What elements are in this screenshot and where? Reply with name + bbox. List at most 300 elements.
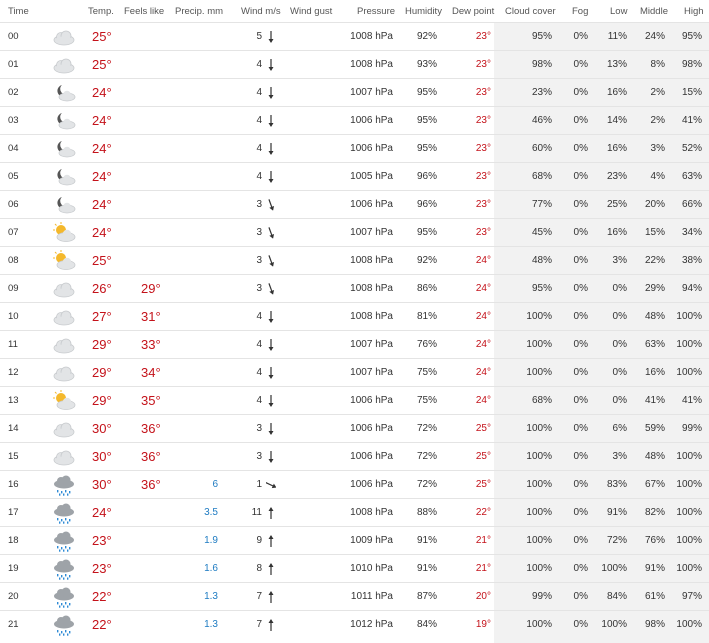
wind-speed: 4 xyxy=(256,395,262,406)
dew-point: 24° xyxy=(475,311,491,322)
header-precip: Precip. mm xyxy=(175,6,224,17)
moon-cloud-icon xyxy=(52,138,76,160)
humidity: 96% xyxy=(416,171,437,182)
row-time: 20 xyxy=(8,591,19,602)
precipitation: 1.3 xyxy=(204,619,218,630)
high-clouds: 66% xyxy=(681,199,702,210)
wind-direction-arrow-icon xyxy=(266,198,276,212)
middle-clouds: 76% xyxy=(644,535,665,546)
moon-cloud-icon xyxy=(52,194,76,216)
wind-speed: 8 xyxy=(256,563,262,574)
cloud-icon xyxy=(52,446,76,468)
feels-like: 31° xyxy=(141,309,161,324)
low-clouds: 3% xyxy=(612,451,627,462)
wind-speed: 9 xyxy=(256,535,262,546)
pressure: 1008 hPa xyxy=(350,255,393,266)
pressure: 1006 hPa xyxy=(350,143,393,154)
wind-direction-arrow-icon xyxy=(266,618,276,632)
wind-direction-arrow-icon xyxy=(266,366,276,380)
temperature: 24° xyxy=(92,505,112,520)
temperature: 27° xyxy=(92,309,112,324)
row-time: 01 xyxy=(8,59,19,70)
middle-clouds: 61% xyxy=(644,591,665,602)
humidity: 72% xyxy=(416,423,437,434)
fog: 0% xyxy=(573,283,588,294)
middle-clouds: 48% xyxy=(644,451,665,462)
dew-point: 24° xyxy=(475,283,491,294)
middle-clouds: 24% xyxy=(644,31,665,42)
low-clouds: 0% xyxy=(612,283,627,294)
table-row xyxy=(0,386,709,414)
temperature: 25° xyxy=(92,29,112,44)
cloud-cover: 98% xyxy=(531,59,552,70)
dew-point: 22° xyxy=(475,507,491,518)
table-row xyxy=(0,302,709,330)
cloud-icon xyxy=(52,362,76,384)
feels-like: 36° xyxy=(141,421,161,436)
wind-direction-arrow-icon xyxy=(266,422,276,436)
cloud-cover: 46% xyxy=(531,115,552,126)
row-time: 10 xyxy=(8,311,19,322)
row-time: 02 xyxy=(8,87,19,98)
wind-speed: 4 xyxy=(256,59,262,70)
cloud-cover: 100% xyxy=(526,367,552,378)
humidity: 76% xyxy=(416,339,437,350)
dew-point: 25° xyxy=(475,451,491,462)
wind-direction-arrow-icon xyxy=(266,534,276,548)
cloud-icon xyxy=(52,334,76,356)
row-time: 12 xyxy=(8,367,19,378)
temperature: 24° xyxy=(92,113,112,128)
high-clouds: 100% xyxy=(676,563,702,574)
wind-speed: 4 xyxy=(256,311,262,322)
table-row xyxy=(0,106,709,134)
dew-point: 23° xyxy=(475,227,491,238)
temperature: 24° xyxy=(92,85,112,100)
cloud-cover: 48% xyxy=(531,255,552,266)
rain-icon xyxy=(52,586,76,608)
pressure: 1007 hPa xyxy=(350,87,393,98)
pressure: 1012 hPa xyxy=(350,619,393,630)
low-clouds: 3% xyxy=(612,255,627,266)
feels-like: 34° xyxy=(141,365,161,380)
fog: 0% xyxy=(573,339,588,350)
middle-clouds: 2% xyxy=(650,115,665,126)
header-wind-gust: Wind gust xyxy=(290,6,333,17)
pressure: 1009 hPa xyxy=(350,535,393,546)
wind-direction-arrow-icon xyxy=(266,310,276,324)
humidity: 95% xyxy=(416,115,437,126)
rain-icon xyxy=(52,614,76,636)
fog: 0% xyxy=(573,171,588,182)
pressure: 1006 hPa xyxy=(350,423,393,434)
wind-direction-arrow-icon xyxy=(266,30,276,44)
wind-direction-arrow-icon xyxy=(266,338,276,352)
table-header xyxy=(0,0,709,22)
low-clouds: 91% xyxy=(606,507,627,518)
cloud-cover: 68% xyxy=(531,171,552,182)
wind-speed: 4 xyxy=(256,171,262,182)
pressure: 1006 hPa xyxy=(350,395,393,406)
middle-clouds: 82% xyxy=(644,507,665,518)
middle-clouds: 22% xyxy=(644,255,665,266)
high-clouds: 99% xyxy=(681,423,702,434)
row-time: 14 xyxy=(8,423,19,434)
wind-direction-arrow-icon xyxy=(266,114,276,128)
fog: 0% xyxy=(573,199,588,210)
header-time: Time xyxy=(8,6,29,17)
precipitation: 1.3 xyxy=(204,591,218,602)
humidity: 95% xyxy=(416,143,437,154)
low-clouds: 0% xyxy=(612,311,627,322)
table-row xyxy=(0,554,709,582)
wind-direction-arrow-icon xyxy=(266,254,276,268)
moon-cloud-icon xyxy=(52,166,76,188)
dew-point: 23° xyxy=(475,87,491,98)
row-time: 13 xyxy=(8,395,19,406)
wind-speed: 4 xyxy=(256,87,262,98)
header-fog: Fog xyxy=(572,6,589,17)
rain-icon xyxy=(52,502,76,524)
rain-icon xyxy=(52,474,76,496)
cloud-icon xyxy=(52,418,76,440)
low-clouds: 0% xyxy=(612,395,627,406)
cloud-cover: 100% xyxy=(526,563,552,574)
middle-clouds: 16% xyxy=(644,367,665,378)
wind-speed: 7 xyxy=(256,591,262,602)
forecast-table-body xyxy=(0,22,709,638)
row-time: 17 xyxy=(8,507,19,518)
header-middle: Middle xyxy=(640,6,668,17)
header-feels-like: Feels like xyxy=(124,6,165,17)
temperature: 25° xyxy=(92,57,112,72)
temperature: 29° xyxy=(92,337,112,352)
humidity: 93% xyxy=(416,59,437,70)
wind-speed: 3 xyxy=(256,227,262,238)
wind-direction-arrow-icon xyxy=(266,86,276,100)
cloud-cover: 100% xyxy=(526,535,552,546)
fog: 0% xyxy=(573,619,588,630)
humidity: 96% xyxy=(416,199,437,210)
low-clouds: 100% xyxy=(601,563,627,574)
dew-point: 20° xyxy=(475,591,491,602)
cloud-icon xyxy=(52,306,76,328)
pressure: 1007 hPa xyxy=(350,227,393,238)
cloud-icon xyxy=(52,54,76,76)
temperature: 29° xyxy=(92,393,112,408)
wind-speed: 4 xyxy=(256,339,262,350)
table-row xyxy=(0,78,709,106)
fog: 0% xyxy=(573,423,588,434)
fog: 0% xyxy=(573,143,588,154)
fog: 0% xyxy=(573,59,588,70)
temperature: 23° xyxy=(92,561,112,576)
dew-point: 23° xyxy=(475,199,491,210)
wind-direction-arrow-icon xyxy=(266,58,276,72)
temperature: 24° xyxy=(92,225,112,240)
table-row xyxy=(0,442,709,470)
temperature: 24° xyxy=(92,197,112,212)
fog: 0% xyxy=(573,591,588,602)
table-row xyxy=(0,22,709,50)
row-time: 11 xyxy=(8,339,18,350)
row-time: 04 xyxy=(8,143,19,154)
rain-icon xyxy=(52,558,76,580)
humidity: 92% xyxy=(416,255,437,266)
cloud-cover: 100% xyxy=(526,507,552,518)
wind-speed: 3 xyxy=(256,255,262,266)
row-time: 21 xyxy=(8,619,19,630)
feels-like: 33° xyxy=(141,337,161,352)
low-clouds: 23% xyxy=(606,171,627,182)
sun-cloud-icon xyxy=(52,250,76,272)
pressure: 1008 hPa xyxy=(350,59,393,70)
high-clouds: 63% xyxy=(681,171,702,182)
middle-clouds: 98% xyxy=(644,619,665,630)
fog: 0% xyxy=(573,451,588,462)
table-row xyxy=(0,162,709,190)
fog: 0% xyxy=(573,395,588,406)
fog: 0% xyxy=(573,535,588,546)
humidity: 88% xyxy=(416,507,437,518)
wind-speed: 1 xyxy=(256,479,262,490)
fog: 0% xyxy=(573,479,588,490)
temperature: 30° xyxy=(92,477,112,492)
cloud-cover: 60% xyxy=(531,143,552,154)
pressure: 1008 hPa xyxy=(350,311,393,322)
high-clouds: 100% xyxy=(676,339,702,350)
high-clouds: 100% xyxy=(676,507,702,518)
wind-direction-arrow-icon xyxy=(266,562,276,576)
feels-like: 36° xyxy=(141,449,161,464)
low-clouds: 16% xyxy=(606,143,627,154)
row-time: 07 xyxy=(8,227,19,238)
middle-clouds: 91% xyxy=(644,563,665,574)
dew-point: 23° xyxy=(475,171,491,182)
low-clouds: 16% xyxy=(606,87,627,98)
pressure: 1006 hPa xyxy=(350,451,393,462)
middle-clouds: 63% xyxy=(644,339,665,350)
middle-clouds: 15% xyxy=(644,227,665,238)
dew-point: 23° xyxy=(475,115,491,126)
fog: 0% xyxy=(573,31,588,42)
middle-clouds: 59% xyxy=(644,423,665,434)
cloud-icon xyxy=(52,26,76,48)
middle-clouds: 29% xyxy=(644,283,665,294)
table-row xyxy=(0,358,709,386)
header-temp: Temp. xyxy=(88,6,114,17)
cloud-cover: 95% xyxy=(531,31,552,42)
wind-speed: 3 xyxy=(256,451,262,462)
fog: 0% xyxy=(573,367,588,378)
row-time: 03 xyxy=(8,115,19,126)
header-high: High xyxy=(684,6,704,17)
table-row xyxy=(0,470,709,498)
humidity: 86% xyxy=(416,283,437,294)
high-clouds: 41% xyxy=(681,395,702,406)
humidity: 92% xyxy=(416,31,437,42)
pressure: 1005 hPa xyxy=(350,171,393,182)
cloud-cover: 23% xyxy=(531,87,552,98)
pressure: 1008 hPa xyxy=(350,31,393,42)
low-clouds: 83% xyxy=(606,479,627,490)
humidity: 75% xyxy=(416,395,437,406)
precipitation: 3.5 xyxy=(204,507,218,518)
pressure: 1011 hPa xyxy=(350,591,393,602)
feels-like: 36° xyxy=(141,477,161,492)
high-clouds: 38% xyxy=(681,255,702,266)
high-clouds: 100% xyxy=(676,535,702,546)
table-row xyxy=(0,526,709,554)
row-time: 09 xyxy=(8,283,19,294)
pressure: 1010 hPa xyxy=(350,563,393,574)
temperature: 26° xyxy=(92,281,112,296)
temperature: 22° xyxy=(92,617,112,632)
temperature: 23° xyxy=(92,533,112,548)
sun-cloud-icon xyxy=(52,222,76,244)
pressure: 1008 hPa xyxy=(350,283,393,294)
dew-point: 25° xyxy=(475,423,491,434)
pressure: 1006 hPa xyxy=(350,479,393,490)
temperature: 30° xyxy=(92,449,112,464)
cloud-cover: 95% xyxy=(531,283,552,294)
wind-direction-arrow-icon xyxy=(266,394,276,408)
fog: 0% xyxy=(573,507,588,518)
humidity: 95% xyxy=(416,87,437,98)
middle-clouds: 8% xyxy=(650,59,665,70)
wind-direction-arrow-icon xyxy=(266,478,276,492)
pressure: 1006 hPa xyxy=(350,199,393,210)
row-time: 08 xyxy=(8,255,19,266)
low-clouds: 84% xyxy=(606,591,627,602)
header-humidity: Humidity xyxy=(405,6,442,17)
header-cloud-cover: Cloud cover xyxy=(505,6,556,17)
temperature: 24° xyxy=(92,169,112,184)
rain-icon xyxy=(52,530,76,552)
fog: 0% xyxy=(573,311,588,322)
moon-cloud-icon xyxy=(52,110,76,132)
wind-speed: 4 xyxy=(256,143,262,154)
middle-clouds: 67% xyxy=(644,479,665,490)
pressure: 1008 hPa xyxy=(350,507,393,518)
wind-speed: 11 xyxy=(251,507,262,518)
header-dew-point: Dew point xyxy=(452,6,495,17)
row-time: 05 xyxy=(8,171,19,182)
humidity: 75% xyxy=(416,367,437,378)
table-row xyxy=(0,330,709,358)
dew-point: 23° xyxy=(475,31,491,42)
feels-like: 29° xyxy=(141,281,161,296)
high-clouds: 100% xyxy=(676,367,702,378)
row-time: 19 xyxy=(8,563,19,574)
fog: 0% xyxy=(573,87,588,98)
wind-direction-arrow-icon xyxy=(266,506,276,520)
temperature: 25° xyxy=(92,253,112,268)
row-time: 00 xyxy=(8,31,19,42)
humidity: 81% xyxy=(416,311,437,322)
moon-cloud-icon xyxy=(52,82,76,104)
high-clouds: 98% xyxy=(681,59,702,70)
pressure: 1007 hPa xyxy=(350,339,393,350)
table-row xyxy=(0,582,709,610)
row-time: 18 xyxy=(8,535,19,546)
high-clouds: 95% xyxy=(681,31,702,42)
wind-direction-arrow-icon xyxy=(266,226,276,240)
low-clouds: 6% xyxy=(612,423,627,434)
wind-speed: 3 xyxy=(256,283,262,294)
pressure: 1007 hPa xyxy=(350,367,393,378)
low-clouds: 13% xyxy=(606,59,627,70)
dew-point: 23° xyxy=(475,143,491,154)
high-clouds: 100% xyxy=(676,479,702,490)
wind-direction-arrow-icon xyxy=(266,170,276,184)
high-clouds: 94% xyxy=(681,283,702,294)
row-time: 16 xyxy=(8,479,19,490)
high-clouds: 100% xyxy=(676,619,702,630)
high-clouds: 52% xyxy=(681,143,702,154)
cloud-cover: 100% xyxy=(526,451,552,462)
low-clouds: 72% xyxy=(606,535,627,546)
wind-speed: 3 xyxy=(256,423,262,434)
cloud-cover: 99% xyxy=(531,591,552,602)
high-clouds: 100% xyxy=(676,311,702,322)
table-row xyxy=(0,414,709,442)
low-clouds: 16% xyxy=(606,227,627,238)
wind-speed: 7 xyxy=(256,619,262,630)
humidity: 72% xyxy=(416,479,437,490)
humidity: 72% xyxy=(416,451,437,462)
dew-point: 23° xyxy=(475,59,491,70)
fog: 0% xyxy=(573,227,588,238)
dew-point: 24° xyxy=(475,339,491,350)
precipitation: 1.6 xyxy=(204,563,218,574)
header-pressure: Pressure xyxy=(357,6,396,17)
low-clouds: 0% xyxy=(612,339,627,350)
wind-direction-arrow-icon xyxy=(266,282,276,296)
low-clouds: 25% xyxy=(606,199,627,210)
precipitation: 6 xyxy=(212,479,218,490)
dew-point: 24° xyxy=(475,255,491,266)
humidity: 87% xyxy=(416,591,437,602)
table-row xyxy=(0,218,709,246)
dew-point: 21° xyxy=(475,563,491,574)
temperature: 22° xyxy=(92,589,112,604)
wind-speed: 3 xyxy=(256,199,262,210)
middle-clouds: 2% xyxy=(650,87,665,98)
cloud-cover: 100% xyxy=(526,619,552,630)
temperature: 30° xyxy=(92,421,112,436)
dew-point: 24° xyxy=(475,395,491,406)
humidity: 91% xyxy=(416,535,437,546)
wind-speed: 4 xyxy=(256,115,262,126)
middle-clouds: 41% xyxy=(644,395,665,406)
temperature: 29° xyxy=(92,365,112,380)
cloud-icon xyxy=(52,278,76,300)
pressure: 1006 hPa xyxy=(350,115,393,126)
high-clouds: 34% xyxy=(681,227,702,238)
cloud-cover: 100% xyxy=(526,339,552,350)
high-clouds: 100% xyxy=(676,451,702,462)
middle-clouds: 20% xyxy=(644,199,665,210)
fog: 0% xyxy=(573,115,588,126)
temperature: 24° xyxy=(92,141,112,156)
humidity: 84% xyxy=(416,619,437,630)
table-row xyxy=(0,190,709,218)
cloud-cover: 77% xyxy=(531,199,552,210)
precipitation: 1.9 xyxy=(204,535,218,546)
fog: 0% xyxy=(573,255,588,266)
dew-point: 21° xyxy=(475,535,491,546)
